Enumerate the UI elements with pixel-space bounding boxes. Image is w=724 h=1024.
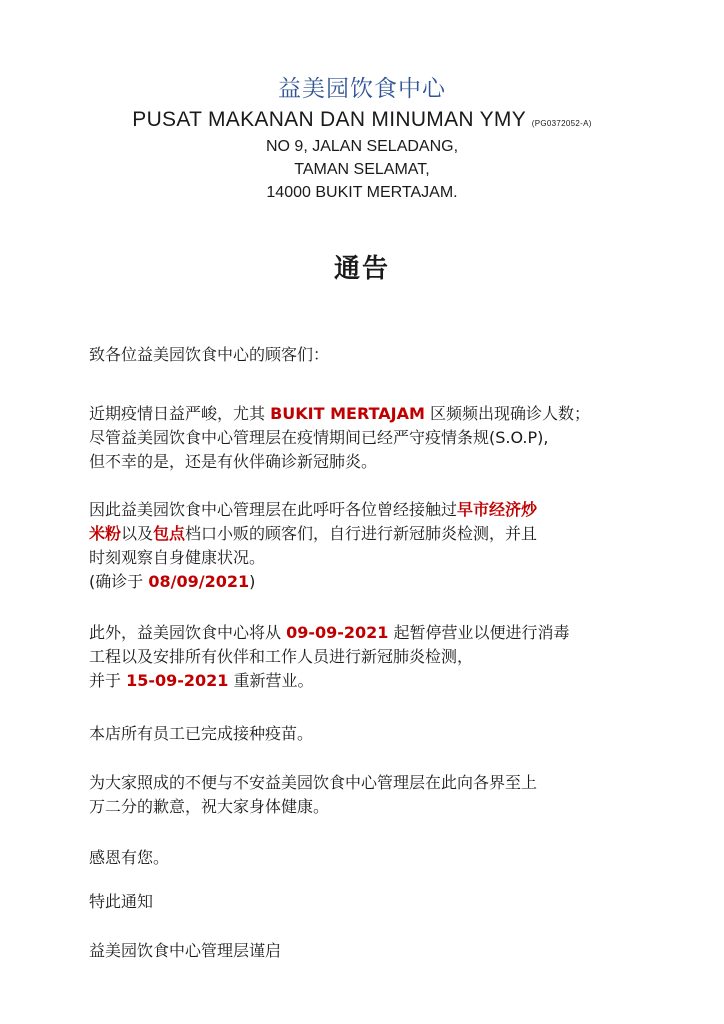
paragraph-outbreak <box>89 402 649 474</box>
text-segment: 重新营业。 <box>228 671 314 690</box>
text-segment: (确诊于 <box>89 572 149 591</box>
paragraph-appeal-line-1 <box>89 498 649 522</box>
paragraph-appeal-line-4 <box>89 570 649 594</box>
address-line-1: NO 9, JALAN SELADANG, <box>265 138 459 155</box>
text-segment: 起暂停营业以便进行消毒 <box>388 623 570 642</box>
paragraph-outbreak-line-1 <box>89 402 649 426</box>
company-chinese-name: 益美园饮食中心 <box>278 76 446 102</box>
text-segment: 档口小贩的顾客们，自行进行新冠肺炎检测，并且 <box>185 524 538 543</box>
paragraph-outbreak-line-2: 尽管益美园饮食中心管理层在疫情期间已经严守疫情条规(S.O.P), <box>89 428 549 447</box>
thanks-line: 感恩有您。 <box>89 848 170 867</box>
text-segment: 区频频出现确诊人数； <box>424 404 590 423</box>
paragraph-closure-line-1 <box>89 621 649 645</box>
highlight-location: BUKIT MERTAJAM <box>270 404 425 423</box>
highlight-stall-2: 包点 <box>153 524 186 543</box>
notice-title: 通告 <box>333 254 390 284</box>
company-malay-name-text: PUSAT MAKANAN DAN MINUMAN YMY <box>132 108 526 131</box>
text-segment: 以及 <box>121 524 154 543</box>
highlight-close-date: 09-09-2021 <box>286 623 389 642</box>
registration-code: (PG0372052-A) <box>531 119 592 128</box>
paragraph-apology <box>89 771 649 819</box>
text-segment: ) <box>249 572 256 591</box>
paragraph-closure <box>89 621 649 693</box>
notice-line: 特此通知 <box>89 892 154 911</box>
text-segment: 此外，益美园饮食中心将从 <box>89 623 287 642</box>
paragraph-outbreak-line-3: 但不幸的是，还是有伙伴确诊新冠肺炎。 <box>89 452 378 471</box>
highlight-stall-1: 早市经济炒 <box>457 500 538 519</box>
signature-line: 益美园饮食中心管理层谨启 <box>89 941 282 960</box>
paragraph-appeal-line-3: 时刻观察自身健康状况。 <box>89 548 266 567</box>
highlight-confirm-date: 08/09/2021 <box>148 572 250 591</box>
paragraph-closure-line-2: 工程以及安排所有伙伴和工作人员进行新冠肺炎检测， <box>89 647 474 666</box>
highlight-reopen-date: 15-09-2021 <box>126 671 229 690</box>
paragraph-appeal-line-2 <box>89 522 649 546</box>
text-segment: 近期疫情日益严峻，尤其 <box>89 404 271 423</box>
address-line-3: 14000 BUKIT MERTAJAM. <box>266 184 458 201</box>
company-malay-name <box>0 108 724 132</box>
salutation: 致各位益美园饮食中心的顾客们： <box>89 345 330 364</box>
highlight-stall-1-cont: 米粉 <box>89 524 122 543</box>
paragraph-closure-line-3 <box>89 669 649 693</box>
address-line-2: TAMAN SELAMAT, <box>294 161 430 178</box>
text-segment: 并于 <box>89 671 127 690</box>
paragraph-vaccinated: 本店所有员工已完成接种疫苗。 <box>89 724 314 743</box>
paragraph-apology-line-2: 万二分的歉意，祝大家身体健康。 <box>89 797 330 816</box>
text-segment: 因此益美园饮食中心管理层在此呼吁各位曾经接触过 <box>89 500 458 519</box>
paragraph-apology-line-1: 为大家照成的不便与不安益美园饮食中心管理层在此向各界至上 <box>89 773 538 792</box>
paragraph-appeal <box>89 498 649 594</box>
